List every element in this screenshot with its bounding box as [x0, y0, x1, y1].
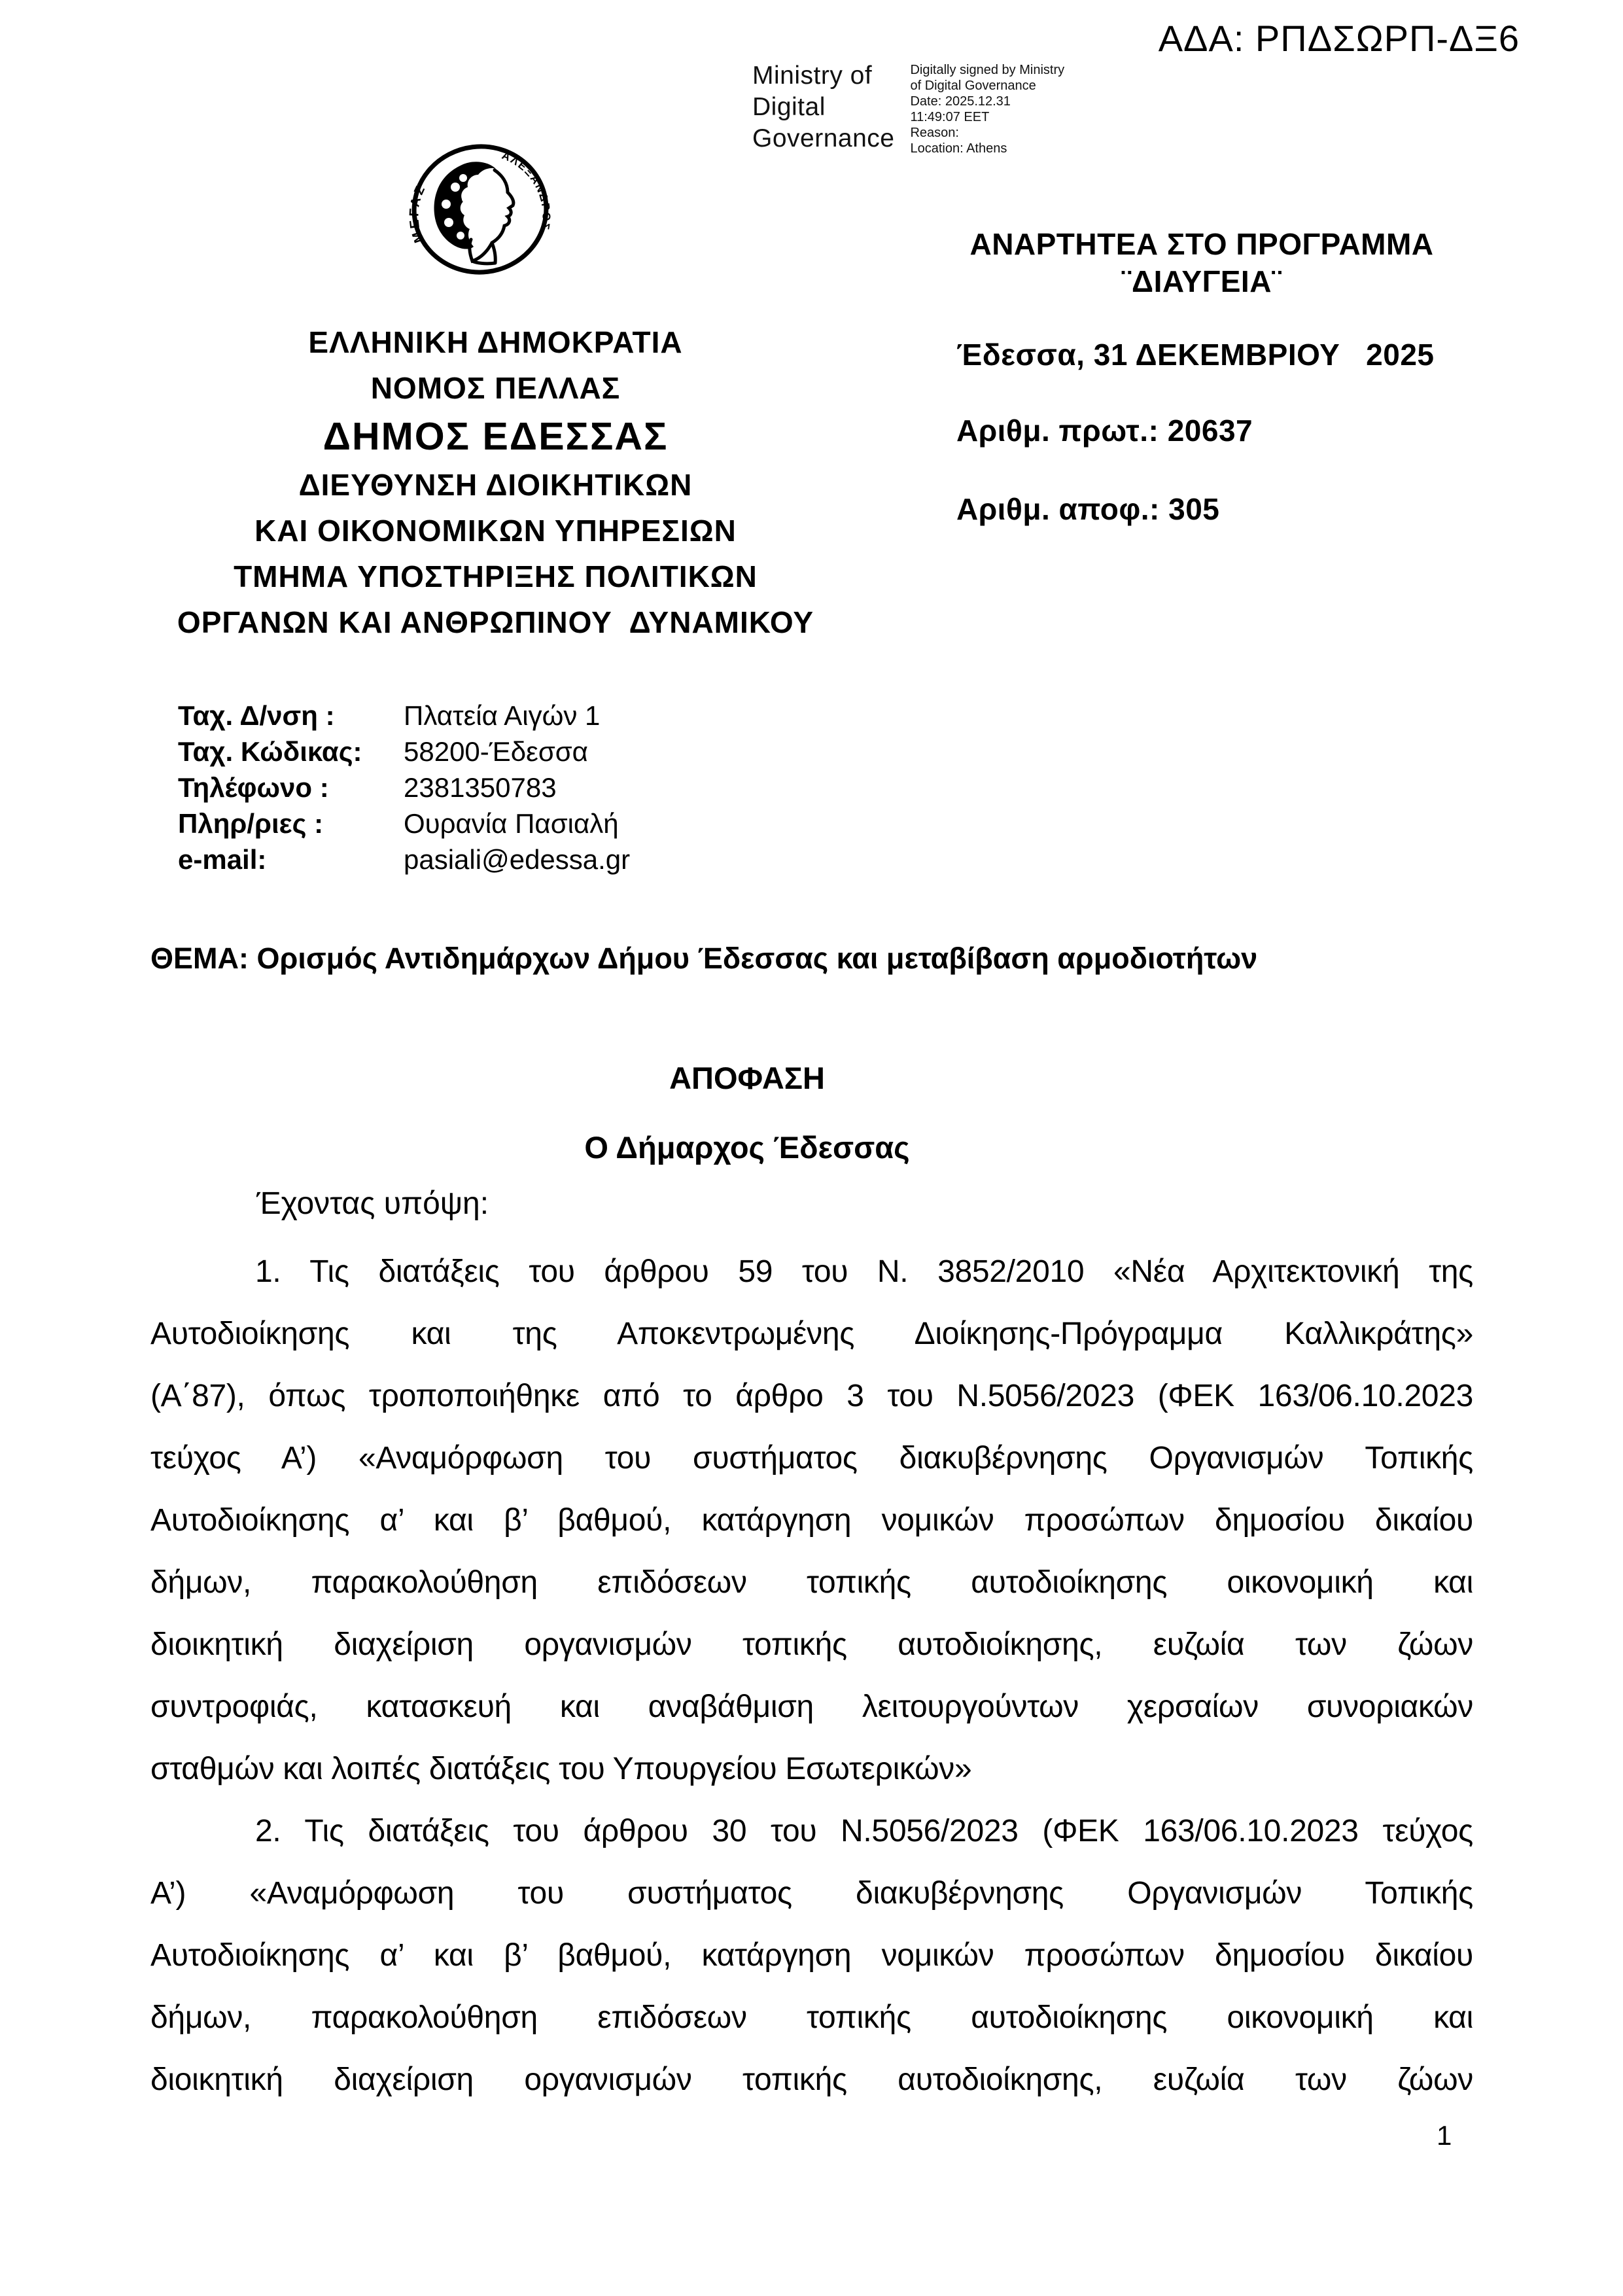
- body-line: δήμων, παρακολούθηση επιδόσεων τοπικής αυτοδιοίκησης οικονομική και: [150, 2000, 1473, 2035]
- body-line: Αυτοδιοίκησης και της Αποκεντρωμένης Διοίκησης-Πρόγραμμα Καλλικράτης»: [150, 1316, 1473, 1351]
- posting-program-line: ΑΝΑΡΤΗΤΕΑ ΣΤΟ ΠΡΟΓΡΑΜΜΑ: [969, 227, 1434, 261]
- body-line: σταθμών και λοιπές διατάξεις του Υπουργείου Εσωτερικών»: [150, 1752, 972, 1786]
- body-paragraph-1: [150, 1241, 1473, 1800]
- signature-name-line: Ministry of: [752, 62, 873, 90]
- page-number: 1: [1437, 2120, 1452, 2151]
- contact-label: e-mail:: [178, 844, 267, 875]
- signature-signer-name: [752, 60, 894, 156]
- signature-name-line: Digital: [752, 93, 826, 121]
- signature-detail-line: Date: 2025.12.31: [910, 94, 1011, 109]
- contact-value: 58200-Έδεσσα: [404, 736, 588, 767]
- body-line: 1. Τις διατάξεις του άρθρου 59 του Ν. 3852/2010 «Νέα Αρχιτεκτονική της: [255, 1254, 1473, 1289]
- contact-row-address: [178, 698, 630, 733]
- body-line: Αυτοδιοίκησης α’ και β’ βαθμού, κατάργηση νομικών προσώπων δημοσίου δικαίου: [150, 1503, 1473, 1538]
- contact-label: Τηλέφωνο :: [178, 772, 329, 803]
- alexander-coin-seal: [398, 141, 563, 277]
- contact-label: Ταχ. Κώδικας:: [178, 736, 362, 767]
- hair-curl: [467, 212, 475, 220]
- body-paragraph-2: [150, 1800, 1473, 2111]
- contact-label: Ταχ. Δ/νση :: [178, 700, 335, 731]
- posting-diavgeia-line: ¨ΔΙΑΥΓΕΙΑ¨: [1121, 264, 1282, 298]
- body-line: Αυτοδιοίκησης α’ και β’ βαθμού, κατάργηση νομικών προσώπων δημοσίου δικαίου: [150, 1938, 1473, 1973]
- agency-header-line-department2: ΟΡΓΑΝΩΝ ΚΑΙ ΑΝΘΡΩΠΙΝΟΥ ΔΥΝΑΜΙΚΟΥ: [177, 605, 814, 639]
- agency-header-line-directorate2: ΚΑΙ ΟΙΚΟΝΟΜΙΚΩΝ ΥΠΗΡΕΣΙΩΝ: [254, 514, 737, 548]
- hair-curl: [474, 179, 481, 187]
- signature-name-line: Governance: [752, 124, 895, 152]
- decision-preamble: Έχοντας υπόψη:: [256, 1186, 489, 1221]
- body-line: 2. Τις διατάξεις του άρθρου 30 του Ν.5056/2023 (ΦΕΚ 163/06.10.2023 τεύχος: [255, 1814, 1473, 1848]
- posting-block: [956, 226, 1447, 527]
- agency-header-line-municipality: ΔΗΜΟΣ ΕΔΕΣΣΑΣ: [323, 415, 669, 458]
- signature-detail-line: 11:49:07 EET: [910, 110, 990, 124]
- contact-value: Πλατεία Αιγών 1: [404, 700, 601, 731]
- document-date-line: Έδεσσα, 31 ΔΕΚΕΜΒΡΙΟΥ 2025: [956, 338, 1435, 372]
- contact-label: Πληρ/ριες :: [178, 808, 324, 839]
- signature-detail-line: Location: Athens: [910, 141, 1007, 156]
- svg-text:ΜΕΓΑΣ: [407, 182, 429, 245]
- document-body: [150, 1241, 1473, 2111]
- agency-header: [98, 319, 893, 645]
- contact-block: [178, 698, 630, 877]
- subject-line: ΘΕΜΑ: Ορισμός Αντιδημάρχων Δήμου Έδεσσας και μεταβίβαση αρμοδιοτήτων: [150, 942, 1258, 975]
- seal-text-alexandros: ΑΛΕΞΑΝΔΡΟΣ: [500, 149, 553, 232]
- body-line: συντροφιάς, κατασκευή και αναβάθμιση λειτουργούντων χερσαίων συνοριακών: [150, 1689, 1473, 1724]
- signature-details: [910, 60, 1064, 156]
- body-line: διοικητική διαχείριση οργανισμών τοπικής αυτοδιοίκησης, ευζωία των ζώων: [150, 2062, 1473, 2097]
- decision-title: ΑΠΟΦΑΣΗ: [669, 1061, 825, 1095]
- municipality-seal-logo: [398, 141, 563, 281]
- body-line: διοικητική διαχείριση οργανισμών τοπικής αυτοδιοίκησης, ευζωία των ζώων: [150, 1627, 1473, 1662]
- ada-code: ΑΔΑ: ΡΠΔΣΩΡΠ-ΔΞ6: [1158, 18, 1520, 59]
- contact-row-info-person: [178, 805, 630, 841]
- agency-header-line-prefecture: ΝΟΜΟΣ ΠΕΛΛΑΣ: [370, 371, 621, 405]
- signature-detail-line: of Digital Governance: [910, 79, 1036, 93]
- decision-number-line: Αριθμ. αποφ.: 305: [956, 492, 1220, 526]
- contact-row-email: [178, 841, 630, 877]
- contact-value: Ουρανία Πασιαλή: [404, 808, 619, 839]
- hair-curl: [462, 195, 470, 203]
- contact-row-postal-code: [178, 733, 630, 769]
- signature-detail-line: Reason:: [910, 126, 959, 140]
- contact-value: pasiali@edessa.gr: [404, 844, 631, 875]
- hair-curl: [442, 200, 451, 209]
- hair-curl: [444, 218, 453, 227]
- body-line: δήμων, παρακολούθηση επιδόσεων τοπικής αυτοδιοίκησης οικονομική και: [150, 1565, 1473, 1600]
- hair-curl: [459, 174, 467, 182]
- hair-curl: [451, 183, 460, 192]
- decision-subtitle: Ο Δήμαρχος Έδεσσας: [584, 1130, 910, 1165]
- signature-detail-line: Digitally signed by Ministry: [910, 63, 1065, 77]
- agency-header-line-republic: ΕΛΛΗΝΙΚΗ ΔΗΜΟΚΡΑΤΙΑ: [308, 325, 683, 359]
- agency-header-line-department: ΤΜΗΜΑ ΥΠΟΣΤΗΡΙΞΗΣ ΠΟΛΙΤΙΚΩΝ: [234, 559, 758, 593]
- contact-value: 2381350783: [404, 772, 557, 803]
- body-line: Α’) «Αναμόρφωση του συστήματος διακυβέρνησης Οργανισμών Τοπικής: [150, 1876, 1473, 1911]
- hair-curl: [457, 232, 464, 239]
- agency-header-line-directorate: ΔΙΕΥΘΥΝΣΗ ΔΙΟΙΚΗΤΙΚΩΝ: [298, 468, 693, 502]
- body-line: (Α΄87), όπως τροποποιήθηκε από το άρθρο 3 του Ν.5056/2023 (ΦΕΚ 163/06.10.2023: [150, 1379, 1473, 1413]
- contact-row-phone: [178, 769, 630, 805]
- protocol-number-line: Αριθμ. πρωτ.: 20637: [956, 414, 1253, 448]
- seal-text-megas: ΜΕΓΑΣ: [407, 181, 429, 245]
- body-line: τεύχος Α’) «Αναμόρφωση του συστήματος διακυβέρνησης Οργανισμών Τοπικής: [150, 1441, 1473, 1475]
- digital-signature-block: [752, 60, 1064, 156]
